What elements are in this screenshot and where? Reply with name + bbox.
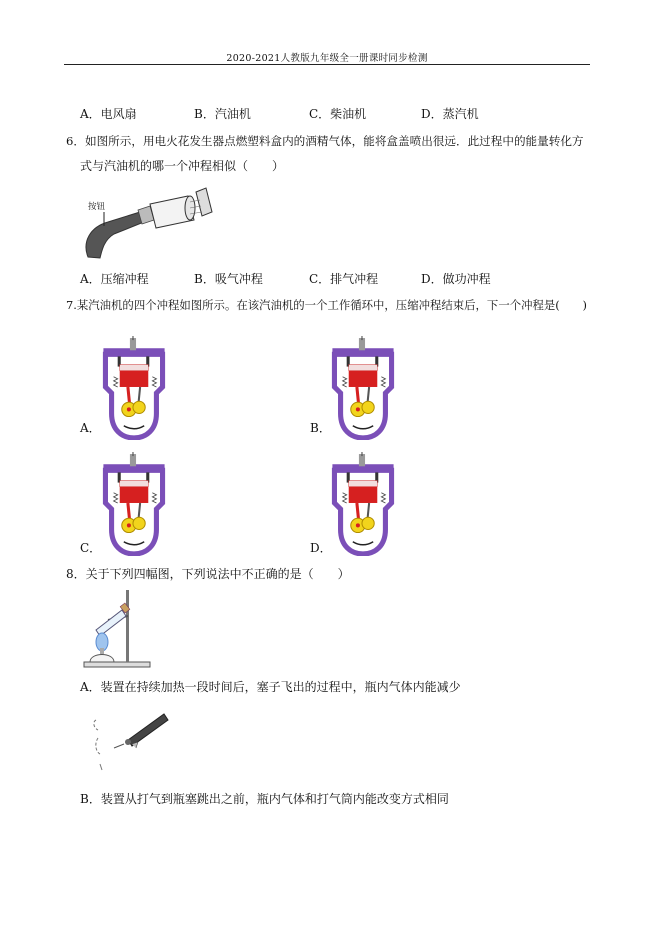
q5-option-a: A．电风扇	[80, 107, 137, 121]
q6-option-c: C．排气冲程	[309, 272, 379, 286]
q6-figure-label: 按钮	[88, 202, 106, 212]
q6-option-b: B．吸气冲程	[194, 272, 263, 286]
q6-stem-line1: 6．如图所示，用电火花发生器点燃塑料盒内的酒精气体，能将盒盖喷出很远．此过程中的能量转化方	[66, 134, 584, 148]
q8-stem: 8．关于下列四幅图，下列说法中不正确的是（ ）	[66, 567, 350, 581]
q8-heating-apparatus-figure	[82, 586, 152, 668]
header-divider	[64, 64, 590, 65]
q7-engine-figure-d	[327, 452, 399, 556]
page-header: 2020-2021人教版九年级全一册课时同步检测	[226, 53, 428, 64]
q6-option-d: D．做功冲程	[421, 272, 491, 286]
q7-option-d: D．	[310, 541, 332, 555]
q5-option-d: D．蒸汽机	[421, 107, 479, 121]
q8-option-b: B．装置从打气到瓶塞跳出之前，瓶内气体和打气筒内能改变方式相同	[80, 792, 449, 806]
q8-option-a: A．装置在持续加热一段时间后，塞子飞出的过程中，瓶内气体内能减少	[80, 680, 461, 694]
q7-option-a: A．	[80, 421, 101, 435]
q7-stem: 7.某汽油机的四个冲程如图所示。在该汽油机的一个工作循环中，压缩冲程结束后，下一个冲程是( )	[66, 298, 587, 312]
q7-engine-figure-c	[98, 452, 170, 556]
q7-engine-figure-b	[327, 336, 399, 440]
q6-option-a: A．压缩冲程	[80, 272, 149, 286]
q7-engine-figure-a	[98, 336, 170, 440]
q7-option-c: C．	[80, 541, 102, 555]
q5-option-c: C．柴油机	[309, 107, 367, 121]
q6-stem-line2: 式与汽油机的哪一个冲程相似（ ）	[80, 159, 285, 173]
q5-option-b: B．汽油机	[194, 107, 251, 121]
q7-option-b: B．	[310, 421, 331, 435]
q6-spark-generator-figure	[78, 182, 218, 262]
q8-pump-bottle-figure	[88, 708, 172, 772]
